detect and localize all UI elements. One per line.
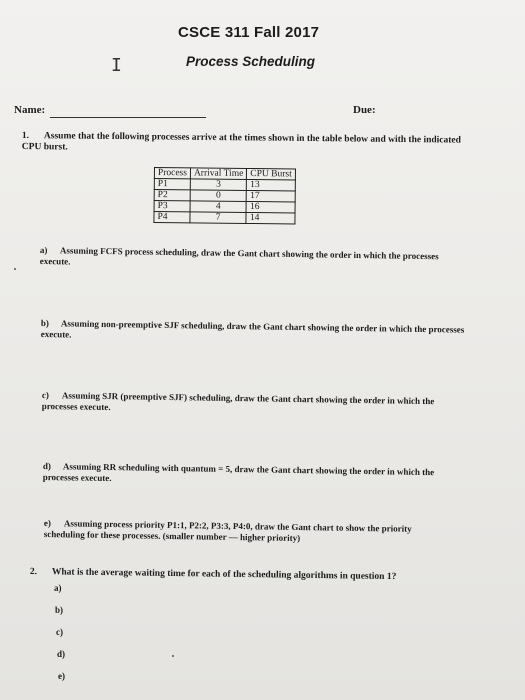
text-cursor-icon: I [111, 55, 122, 76]
table-header-burst: CPU Burst [247, 168, 296, 180]
table-cell-arrival: 0 [190, 190, 246, 202]
answer-label-c: c) [56, 627, 63, 637]
question-2 [30, 567, 450, 584]
answer-label-a: a) [54, 583, 62, 593]
process-table [153, 167, 295, 224]
question-1b-label: b) [40, 318, 50, 329]
answer-label-d: d) [57, 649, 66, 659]
question-1 [22, 131, 462, 158]
table-cell-process: P4 [154, 212, 190, 223]
question-1a-text: Assuming FCFS process scheduling, draw the Gant chart showing the order in which the processes execute. [39, 245, 439, 267]
name-label: Name: [14, 104, 46, 116]
name-blank-line [50, 117, 206, 118]
due-label: Due: [353, 104, 376, 116]
table-header-row [154, 168, 295, 180]
question-1c-label: c) [41, 390, 49, 401]
table-cell-burst: 16 [246, 201, 295, 213]
answer-label-e: e) [58, 671, 65, 681]
question-1-text: Assume that the following processes arrive at the times shown in the table below and with the indicated CPU burst. [21, 131, 462, 153]
question-1e-label: e) [43, 518, 51, 529]
table-cell-arrival: 7 [190, 212, 246, 224]
stray-mark [172, 655, 174, 657]
question-1b-text: Assuming non-preemptive SJF scheduling, draw the Gant chart showing the order in which the processes execute. [40, 318, 465, 340]
table-cell-process: P3 [154, 201, 190, 212]
question-1d-label: d) [42, 461, 52, 472]
table-row [154, 212, 295, 224]
question-1-number: 1. [21, 131, 30, 142]
table-cell-burst: 17 [247, 190, 296, 202]
question-1d-text: Assuming RR scheduling with quantum = 5, draw the Gant chart showing the order in which the processes execute. [42, 461, 435, 484]
question-1b [41, 318, 466, 347]
table-cell-arrival: 4 [190, 201, 246, 213]
page-subtitle: Process Scheduling [186, 54, 316, 69]
question-1d [43, 461, 468, 490]
question-1a-label: a) [39, 245, 48, 256]
answer-label-b: b) [55, 605, 64, 615]
question-1e-text: Assuming process priority P1:1, P2:2, P3:3, P4:0, draw the Gant chart to show the priority scheduling for these processes. (smaller number — higher priority) [43, 518, 412, 544]
stray-mark [14, 268, 16, 270]
table-header-process: Process [154, 168, 190, 179]
page-title: CSCE 311 Fall 2017 [178, 24, 320, 41]
question-2-number: 2. [29, 567, 38, 578]
table-cell-burst: 13 [247, 179, 296, 191]
table-cell-arrival: 3 [190, 179, 246, 191]
question-2-text: What is the average waiting time for each of the scheduling algorithms in question 1? [51, 567, 397, 583]
table-cell-process: P2 [154, 190, 190, 201]
table-header-arrival: Arrival Time [190, 168, 246, 180]
question-1e [44, 518, 444, 546]
table-cell-burst: 14 [246, 212, 295, 224]
question-1c [42, 390, 472, 419]
question-1c-text: Assuming SJR (preemptive SJF) scheduling, draw the Gant chart showing the order in which the processes execute. [41, 390, 435, 413]
question-1a [40, 245, 460, 274]
table-cell-process: P1 [154, 179, 190, 190]
